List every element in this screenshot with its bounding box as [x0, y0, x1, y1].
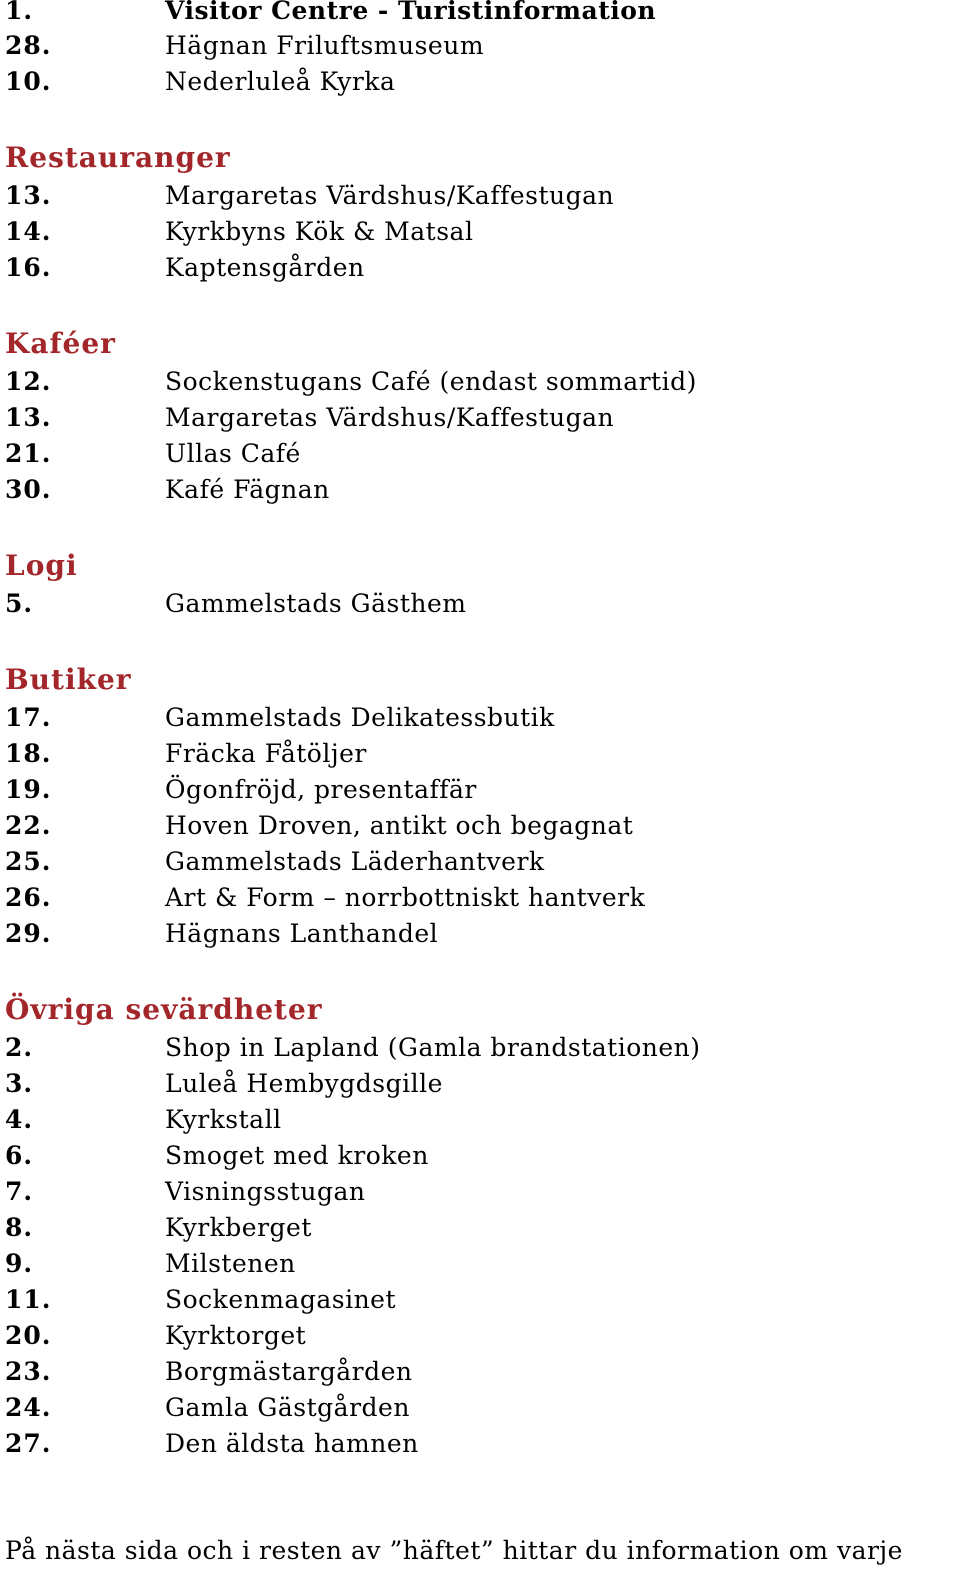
- item-name: Sockenstugans Café (endast sommartid): [165, 367, 697, 396]
- item-number: 9.: [5, 1249, 34, 1278]
- item-number: 10.: [5, 67, 52, 96]
- item-name: Margaretas Värdshus/Kaffestugan: [165, 181, 615, 210]
- section-heading-restauranger: Restauranger: [5, 141, 231, 174]
- item-name: Kyrktorget: [165, 1321, 307, 1350]
- item-number: 14.: [5, 217, 52, 246]
- section-heading-logi: Logi: [5, 549, 78, 582]
- item-name: Gammelstads Gästhem: [165, 589, 467, 618]
- item-number: 20.: [5, 1321, 52, 1350]
- item-name: Luleå Hembygdsgille: [165, 1069, 443, 1098]
- item-number: 16.: [5, 253, 52, 282]
- item-name: Kafé Fägnan: [165, 475, 330, 504]
- item-number: 23.: [5, 1357, 52, 1386]
- item-name: Shop in Lapland (Gamla brandstationen): [165, 1033, 701, 1062]
- item-name: Hägnans Lanthandel: [165, 919, 439, 948]
- item-name: Den äldsta hamnen: [165, 1429, 419, 1458]
- item-name: Gammelstads Delikatessbutik: [165, 703, 555, 732]
- section-heading-kafeer: Kaféer: [5, 327, 116, 360]
- item-name: Kaptensgården: [165, 253, 365, 282]
- item-number: 1.: [5, 0, 34, 25]
- item-name: Gammelstads Läderhantverk: [165, 847, 545, 876]
- item-name: Nederluleå Kyrka: [165, 67, 396, 96]
- item-number: 13.: [5, 181, 52, 210]
- item-number: 21.: [5, 439, 52, 468]
- item-name: Visningsstugan: [165, 1177, 366, 1206]
- item-number: 28.: [5, 31, 52, 60]
- item-name: Smoget med kroken: [165, 1141, 429, 1170]
- item-name: Kyrkberget: [165, 1213, 312, 1242]
- item-number: 6.: [5, 1141, 34, 1170]
- item-number: 24.: [5, 1393, 52, 1422]
- item-number: 17.: [5, 703, 52, 732]
- item-name: Milstenen: [165, 1249, 296, 1278]
- item-name: Hoven Droven, antikt och begagnat: [165, 811, 634, 840]
- item-name: Hägnan Friluftsmuseum: [165, 31, 485, 60]
- item-number: 25.: [5, 847, 52, 876]
- footer-text: På nästa sida och i resten av ”häftet” hittar du information om varje: [5, 1536, 903, 1565]
- item-name: Art & Form – norrbottniskt hantverk: [165, 883, 646, 912]
- item-name: Visitor Centre - Turistinformation: [165, 0, 657, 25]
- item-number: 22.: [5, 811, 52, 840]
- item-number: 11.: [5, 1285, 52, 1314]
- item-number: 12.: [5, 367, 52, 396]
- item-number: 2.: [5, 1033, 34, 1062]
- item-name: Sockenmagasinet: [165, 1285, 397, 1314]
- item-number: 18.: [5, 739, 52, 768]
- item-number: 4.: [5, 1105, 34, 1134]
- item-number: 19.: [5, 775, 52, 804]
- item-name: Fräcka Fåtöljer: [165, 739, 367, 768]
- item-number: 29.: [5, 919, 52, 948]
- section-heading-butiker: Butiker: [5, 663, 132, 696]
- item-name: Ullas Café: [165, 439, 301, 468]
- item-name: Margaretas Värdshus/Kaffestugan: [165, 403, 615, 432]
- item-number: 27.: [5, 1429, 52, 1458]
- item-number: 7.: [5, 1177, 34, 1206]
- item-name: Ögonfröjd, presentaffär: [165, 775, 477, 804]
- item-number: 8.: [5, 1213, 34, 1242]
- item-name: Borgmästargården: [165, 1357, 413, 1386]
- item-number: 13.: [5, 403, 52, 432]
- item-name: Kyrkstall: [165, 1105, 282, 1134]
- item-number: 26.: [5, 883, 52, 912]
- item-number: 30.: [5, 475, 52, 504]
- item-number: 3.: [5, 1069, 34, 1098]
- section-heading-ovriga-sevardheter: Övriga sevärdheter: [5, 993, 323, 1026]
- item-number: 5.: [5, 589, 34, 618]
- item-name: Gamla Gästgården: [165, 1393, 410, 1422]
- item-name: Kyrkbyns Kök & Matsal: [165, 217, 474, 246]
